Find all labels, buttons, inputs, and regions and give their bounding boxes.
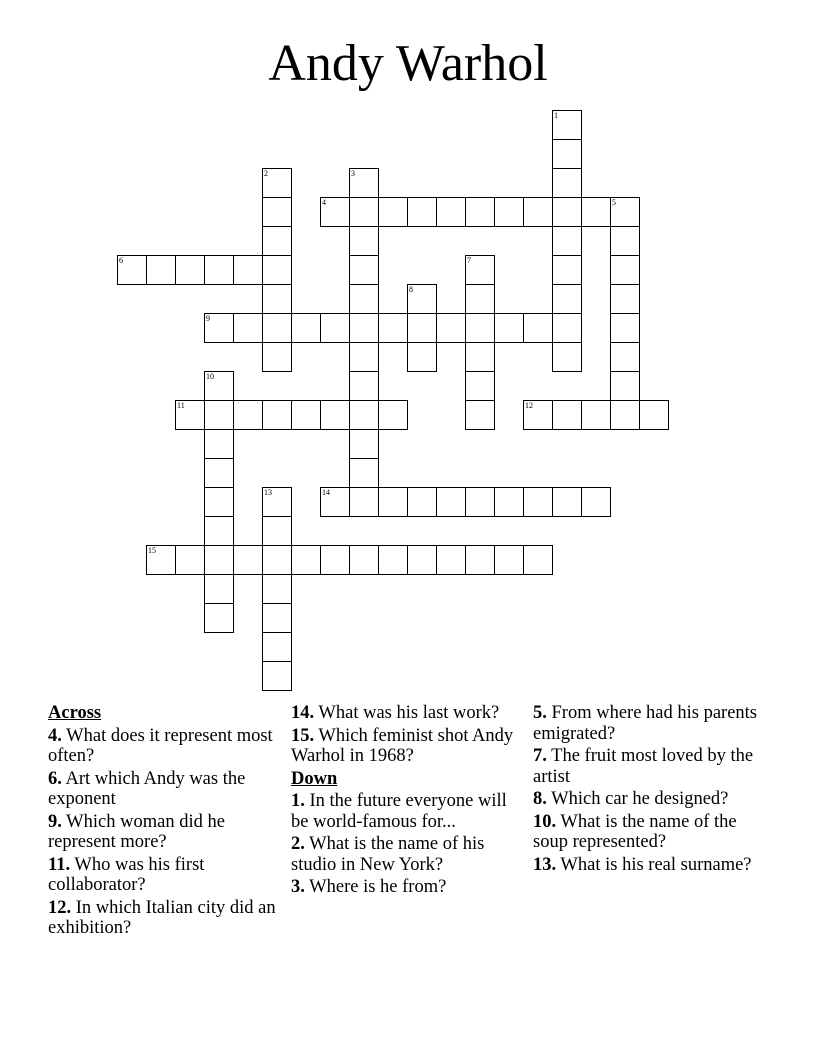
clue-across-12: 12. In which Italian city did an exhibition? xyxy=(48,897,276,938)
grid-cell[interactable] xyxy=(349,400,379,430)
clue-down-3: 3. Where is he from? xyxy=(291,877,447,897)
clue-down-13: 13. What is his real surname? xyxy=(533,854,752,875)
grid-cell[interactable] xyxy=(610,255,640,285)
cell-number: 12 xyxy=(525,401,533,410)
grid-cell[interactable] xyxy=(581,487,611,517)
grid-cell[interactable] xyxy=(262,516,292,546)
grid-cell[interactable] xyxy=(407,545,437,575)
grid-cell[interactable] xyxy=(523,197,553,227)
grid-cell[interactable] xyxy=(262,400,292,430)
grid-cell[interactable] xyxy=(465,284,495,314)
grid-cell[interactable] xyxy=(494,545,524,575)
grid-cell[interactable] xyxy=(204,487,234,517)
grid-cell[interactable] xyxy=(291,545,321,575)
grid-cell[interactable] xyxy=(552,487,582,517)
cell-number: 8 xyxy=(409,285,413,294)
grid-cell[interactable] xyxy=(581,197,611,227)
grid-cell[interactable] xyxy=(262,284,292,314)
clue-down-7: 7. The fruit most loved by the artist xyxy=(533,746,754,787)
grid-cell[interactable] xyxy=(552,400,582,430)
grid-cell[interactable] xyxy=(262,545,292,575)
grid-cell[interactable] xyxy=(465,371,495,401)
clue-down-8: 8. Which car he designed? xyxy=(533,789,729,809)
grid-cell[interactable] xyxy=(552,139,582,169)
grid-cell[interactable] xyxy=(407,342,437,372)
clue-down-10: 10. What is the name of the soup represented? xyxy=(533,811,737,852)
puzzle-title: Andy Warhol xyxy=(268,35,548,92)
cell-number: 9 xyxy=(206,314,210,323)
grid-cell[interactable] xyxy=(465,342,495,372)
grid-cell[interactable] xyxy=(552,110,582,140)
clue-down-5: 5. From where had his parents emigrated? xyxy=(533,703,758,744)
grid-cell[interactable] xyxy=(523,487,553,517)
grid-cell[interactable] xyxy=(349,371,379,401)
grid-cell[interactable] xyxy=(233,545,263,575)
grid-cell[interactable] xyxy=(465,313,495,343)
grid-cell[interactable] xyxy=(262,168,292,198)
grid-cell[interactable] xyxy=(349,255,379,285)
clue-across-11: 11. Who was his first collaborator? xyxy=(48,854,205,895)
grid-cell[interactable] xyxy=(204,371,234,401)
grid-cell[interactable] xyxy=(465,487,495,517)
grid-cell[interactable] xyxy=(233,255,263,285)
grid-cell[interactable] xyxy=(378,197,408,227)
grid-cell[interactable] xyxy=(552,168,582,198)
grid-cell[interactable] xyxy=(407,487,437,517)
grid-cell[interactable] xyxy=(610,284,640,314)
cell-number: 10 xyxy=(206,372,214,381)
down-heading: Down xyxy=(291,768,338,789)
grid-cell[interactable] xyxy=(407,313,437,343)
grid-cell[interactable] xyxy=(233,313,263,343)
grid-cell[interactable] xyxy=(349,342,379,372)
grid-cell[interactable] xyxy=(320,197,350,227)
grid-cell[interactable] xyxy=(175,255,205,285)
grid-cell[interactable] xyxy=(581,400,611,430)
grid-cell[interactable] xyxy=(262,255,292,285)
grid-cell[interactable] xyxy=(262,574,292,604)
grid-cell[interactable] xyxy=(117,255,147,285)
grid-cell[interactable] xyxy=(552,226,582,256)
cell-number: 13 xyxy=(264,488,272,497)
cell-number: 4 xyxy=(322,198,326,207)
grid-cell[interactable] xyxy=(262,197,292,227)
grid-cell[interactable] xyxy=(552,284,582,314)
grid-cell[interactable] xyxy=(204,603,234,633)
grid-cell[interactable] xyxy=(378,545,408,575)
grid-cell[interactable] xyxy=(262,487,292,517)
clues-column-1 xyxy=(48,703,284,941)
grid-cell[interactable] xyxy=(204,429,234,459)
grid-cell[interactable] xyxy=(291,400,321,430)
grid-cell[interactable] xyxy=(146,255,176,285)
grid-cell[interactable] xyxy=(465,255,495,285)
grid-cell[interactable] xyxy=(523,313,553,343)
grid-cell[interactable] xyxy=(610,226,640,256)
grid-cell[interactable] xyxy=(349,429,379,459)
cell-number: 6 xyxy=(119,256,123,265)
clue-across-9: 9. Which woman did he represent more? xyxy=(48,811,225,852)
grid-cell[interactable] xyxy=(175,545,205,575)
grid-cell[interactable] xyxy=(146,545,176,575)
grid-cell[interactable] xyxy=(552,313,582,343)
cell-number: 5 xyxy=(612,198,616,207)
grid-cell[interactable] xyxy=(262,342,292,372)
grid-cell[interactable] xyxy=(494,487,524,517)
grid-cell[interactable] xyxy=(610,313,640,343)
grid-cell[interactable] xyxy=(204,255,234,285)
grid-cell[interactable] xyxy=(320,313,350,343)
grid-cell[interactable] xyxy=(465,400,495,430)
grid-cell[interactable] xyxy=(204,545,234,575)
grid-cell[interactable] xyxy=(378,487,408,517)
grid-cell[interactable] xyxy=(465,197,495,227)
grid-cell[interactable] xyxy=(378,400,408,430)
grid-cell[interactable] xyxy=(204,574,234,604)
grid-cell[interactable] xyxy=(349,313,379,343)
grid-cell[interactable] xyxy=(552,342,582,372)
clue-across-15: 15. Which feminist shot Andy Warhol in 1968? xyxy=(291,725,514,766)
grid-cell[interactable] xyxy=(204,458,234,488)
grid-cell[interactable] xyxy=(523,545,553,575)
clue-down-1: 1. In the future everyone will be world-famous for... xyxy=(291,791,507,832)
clue-down-2: 2. What is the name of his studio in New York? xyxy=(291,834,485,875)
grid-cell[interactable] xyxy=(610,400,640,430)
grid-cell[interactable] xyxy=(204,516,234,546)
cell-number: 2 xyxy=(264,169,268,178)
cell-number: 11 xyxy=(177,401,185,410)
cell-number: 3 xyxy=(351,169,355,178)
grid-cell[interactable] xyxy=(204,400,234,430)
grid-cell[interactable] xyxy=(552,255,582,285)
grid-cell[interactable] xyxy=(349,487,379,517)
grid-cell[interactable] xyxy=(610,371,640,401)
clue-across-6: 6. Art which Andy was the exponent xyxy=(48,768,246,809)
grid-cell[interactable] xyxy=(378,313,408,343)
grid-cell[interactable] xyxy=(349,284,379,314)
grid-cell[interactable] xyxy=(349,168,379,198)
grid-cell[interactable] xyxy=(610,342,640,372)
grid-cell[interactable] xyxy=(262,226,292,256)
grid-cell[interactable] xyxy=(204,313,234,343)
cell-number: 15 xyxy=(148,546,156,555)
grid-cell[interactable] xyxy=(407,284,437,314)
grid-cell[interactable] xyxy=(610,197,640,227)
cell-number: 14 xyxy=(322,488,330,497)
grid-cell[interactable] xyxy=(349,545,379,575)
grid-cell[interactable] xyxy=(349,197,379,227)
grid-cell[interactable] xyxy=(523,400,553,430)
grid-cell[interactable] xyxy=(552,197,582,227)
grid-cell[interactable] xyxy=(262,661,292,691)
grid-cell[interactable] xyxy=(320,487,350,517)
clues-column-3 xyxy=(533,703,769,877)
grid-cell[interactable] xyxy=(175,400,205,430)
grid-cell[interactable] xyxy=(262,632,292,662)
grid-cell[interactable] xyxy=(494,197,524,227)
clue-across-4: 4. What does it represent most often? xyxy=(48,725,273,766)
grid-cell[interactable] xyxy=(291,313,321,343)
grid-cell[interactable] xyxy=(639,400,669,430)
grid-cell[interactable] xyxy=(262,603,292,633)
grid-cell[interactable] xyxy=(494,313,524,343)
grid-cell[interactable] xyxy=(349,458,379,488)
grid-cell[interactable] xyxy=(436,313,466,343)
across-heading: Across xyxy=(48,703,102,723)
clues-column-2 xyxy=(291,703,527,900)
grid-cell[interactable] xyxy=(436,487,466,517)
cell-number: 1 xyxy=(554,111,558,120)
grid-cell[interactable] xyxy=(349,226,379,256)
grid-cell[interactable] xyxy=(407,197,437,227)
grid-cell[interactable] xyxy=(436,545,466,575)
grid-cell[interactable] xyxy=(262,313,292,343)
grid-cell[interactable] xyxy=(436,197,466,227)
cell-number: 7 xyxy=(467,256,471,265)
grid-cell[interactable] xyxy=(465,545,495,575)
grid-cell[interactable] xyxy=(320,545,350,575)
grid-cell[interactable] xyxy=(320,400,350,430)
clue-across-14: 14. What was his last work? xyxy=(291,703,500,723)
grid-cell[interactable] xyxy=(233,400,263,430)
